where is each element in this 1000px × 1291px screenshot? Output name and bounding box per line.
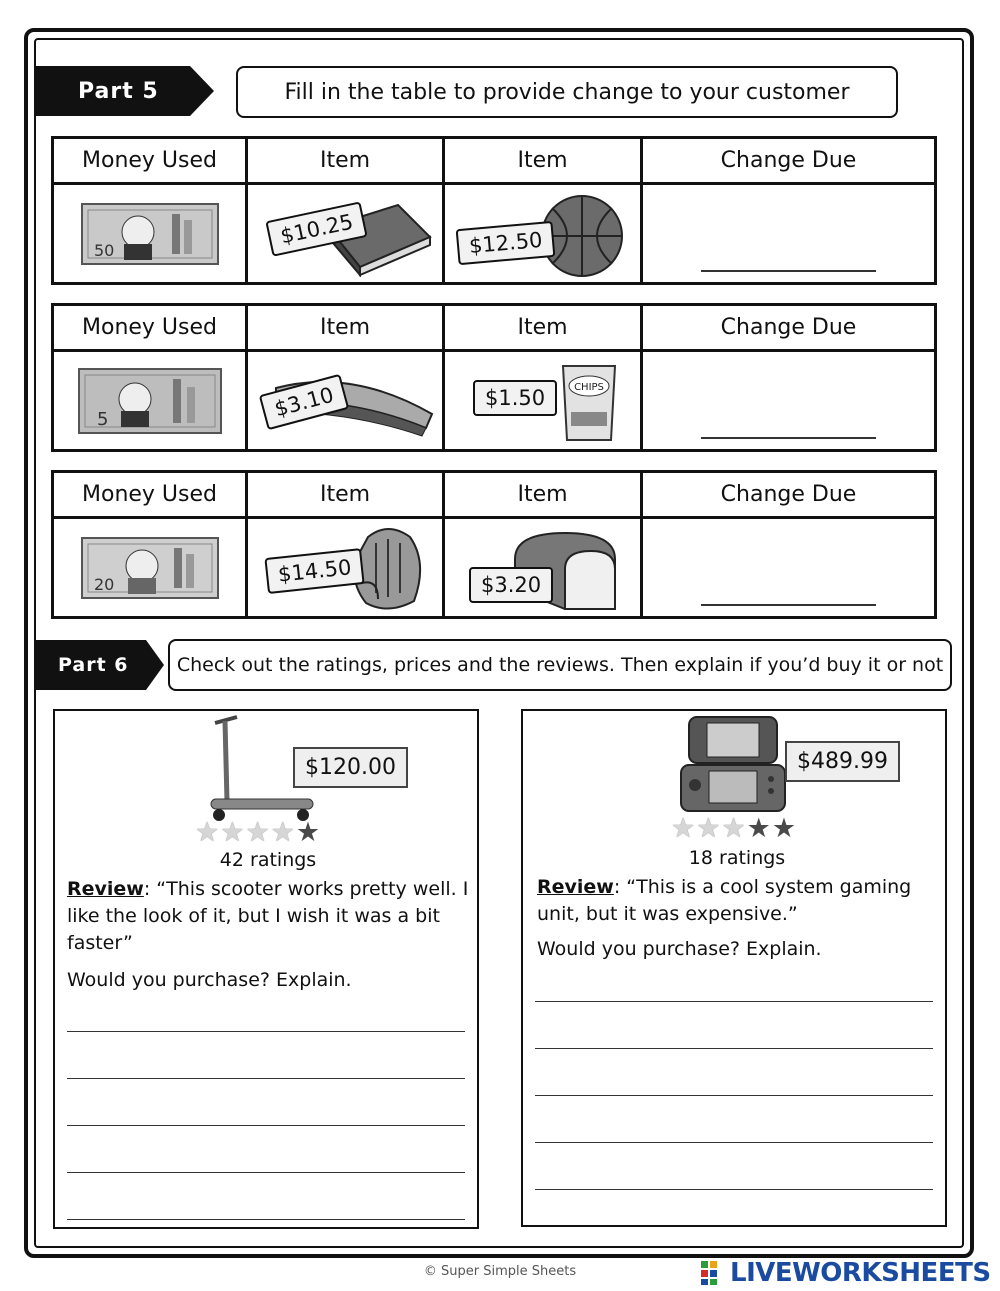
change-table-1 xyxy=(51,136,937,285)
star-empty-icon: ★ xyxy=(195,817,220,848)
header-item: Item xyxy=(445,473,643,516)
copyright-footer: © Super Simple Sheets xyxy=(423,1264,577,1279)
item-cell xyxy=(248,519,445,616)
money-used-cell xyxy=(54,352,248,449)
table-row xyxy=(54,185,934,282)
banknote-icon xyxy=(80,202,220,266)
answer-line[interactable] xyxy=(67,1172,465,1173)
rating-count: 42 ratings xyxy=(219,849,317,871)
change-due-cell[interactable] xyxy=(643,519,934,616)
chips-label: CHIPS xyxy=(574,382,604,393)
part-5-instruction: Fill in the table to provide change to your customer xyxy=(236,66,898,118)
header-item: Item xyxy=(248,306,445,349)
change-table-2 xyxy=(51,303,937,452)
part-5-label: Part 5 xyxy=(78,78,159,104)
part-6-instruction: Check out the ratings, prices and the reviews. Then explain if you’d buy it or not xyxy=(168,639,952,691)
star-rating xyxy=(195,819,320,846)
header-item: Item xyxy=(248,139,445,182)
star-empty-icon: ★ xyxy=(696,813,721,844)
header-money-used: Money Used xyxy=(54,139,248,182)
star-empty-icon: ★ xyxy=(721,813,746,844)
review-line: unit, but it was expensive.” xyxy=(537,903,798,925)
header-item: Item xyxy=(248,473,445,516)
answer-line[interactable] xyxy=(67,1219,465,1220)
item-cell xyxy=(445,185,643,282)
change-due-answer-line[interactable] xyxy=(701,604,876,606)
change-due-answer-line[interactable] xyxy=(701,270,876,272)
answer-line[interactable] xyxy=(535,1189,933,1190)
item-price-tag: $3.20 xyxy=(469,567,553,603)
bill-value: 50 xyxy=(93,240,114,260)
part-6-tag xyxy=(34,640,146,690)
item-price-tag: $10.25 xyxy=(265,201,368,256)
header-money-used: Money Used xyxy=(54,306,248,349)
brand-name: LIVEWORKSHEETS xyxy=(730,1258,991,1288)
star-rating xyxy=(671,815,796,842)
liveworksheets-logo[interactable] xyxy=(700,1258,991,1288)
product-review-card xyxy=(53,709,479,1229)
header-change-due: Change Due xyxy=(720,315,857,340)
table-row xyxy=(54,519,934,616)
table-header-row xyxy=(54,306,934,352)
review-line: : “This scooter works pretty well. I xyxy=(143,878,469,900)
bill-value: 5 xyxy=(96,408,108,430)
liveworksheets-logo-icon xyxy=(700,1260,726,1286)
purchase-question: Would you purchase? Explain. xyxy=(537,938,822,960)
banknote-icon xyxy=(80,536,220,600)
answer-line[interactable] xyxy=(535,1001,933,1002)
rating-count: 18 ratings xyxy=(688,847,786,869)
star-filled-icon: ★ xyxy=(771,813,797,844)
header-item: Item xyxy=(445,139,643,182)
header-change-due: Change Due xyxy=(720,482,857,507)
header-item: Item xyxy=(445,306,643,349)
table-header-row xyxy=(54,139,934,185)
review-line: : “This is a cool system gaming xyxy=(613,876,912,898)
answer-line[interactable] xyxy=(67,1125,465,1126)
header-change-due: Change Due xyxy=(720,148,857,173)
chips-icon xyxy=(557,362,621,444)
part-6-label: Part 6 xyxy=(58,654,129,676)
header-money-used: Money Used xyxy=(54,473,248,516)
star-empty-icon: ★ xyxy=(671,813,696,844)
review-line: faster” xyxy=(67,932,133,954)
banknote-icon xyxy=(77,367,223,435)
star-empty-icon: ★ xyxy=(245,817,270,848)
change-due-answer-line[interactable] xyxy=(701,437,876,439)
item-cell xyxy=(248,352,445,449)
handheld-console-icon xyxy=(675,715,791,815)
product-review-card xyxy=(521,709,947,1227)
item-price-tag: $12.50 xyxy=(456,221,556,265)
item-cell xyxy=(445,352,643,449)
answer-line[interactable] xyxy=(535,1095,933,1096)
star-filled-icon: ★ xyxy=(746,813,771,844)
review-label: Review xyxy=(537,876,614,898)
purchase-question: Would you purchase? Explain. xyxy=(67,969,352,991)
bill-value: 20 xyxy=(93,574,114,594)
table-row xyxy=(54,352,934,449)
star-empty-icon: ★ xyxy=(270,817,295,848)
answer-line[interactable] xyxy=(67,1078,465,1079)
answer-line[interactable] xyxy=(535,1142,933,1143)
table-header-row xyxy=(54,473,934,519)
item-cell xyxy=(445,519,643,616)
star-filled-icon: ★ xyxy=(295,817,321,848)
item-price-tag: $1.50 xyxy=(473,380,557,416)
money-used-cell xyxy=(54,519,248,616)
product-price: $120.00 xyxy=(293,747,408,788)
answer-line[interactable] xyxy=(535,1048,933,1049)
change-table-3 xyxy=(51,470,937,619)
review-label: Review xyxy=(67,878,144,900)
item-price-tag: $3.10 xyxy=(259,374,350,431)
review-line: like the look of it, but I wish it was a bit xyxy=(67,905,440,927)
part-5-tag xyxy=(34,66,190,116)
item-cell xyxy=(248,185,445,282)
product-price: $489.99 xyxy=(785,741,900,782)
review-text xyxy=(537,874,911,928)
money-used-cell xyxy=(54,185,248,282)
review-text xyxy=(67,876,468,957)
answer-line[interactable] xyxy=(67,1031,465,1032)
star-empty-icon: ★ xyxy=(220,817,245,848)
change-due-cell[interactable] xyxy=(643,352,934,449)
item-price-tag: $14.50 xyxy=(264,548,365,594)
change-due-cell[interactable] xyxy=(643,185,934,282)
